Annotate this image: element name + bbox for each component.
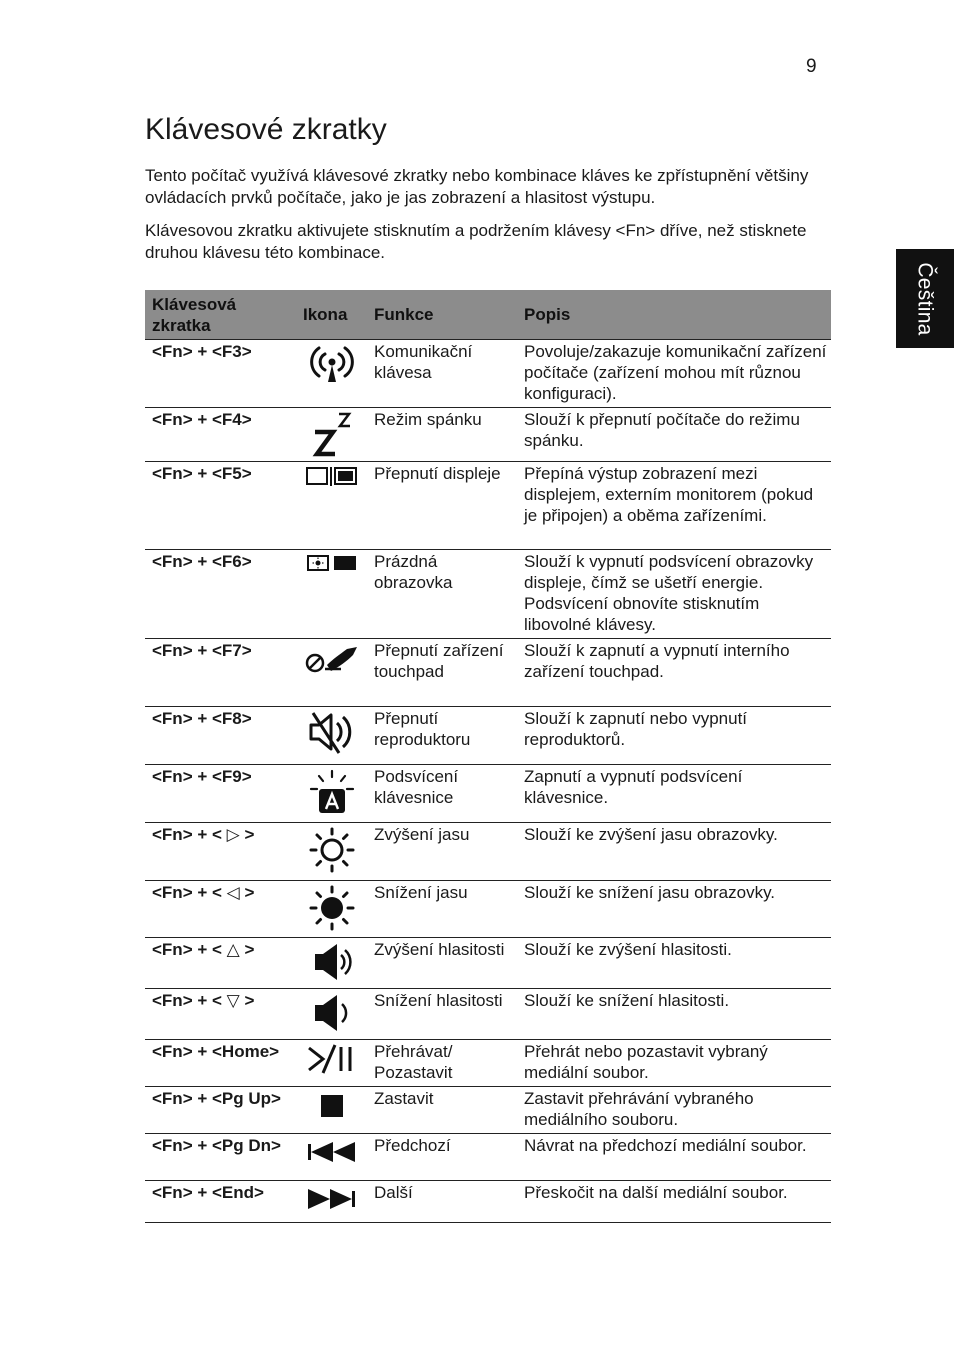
- description-cell: Slouží k zapnutí nebo vypnutí reproduktorů.: [517, 707, 831, 765]
- intro-paragraph-2: Klávesovou zkratku aktivujete stisknutím a podržením klávesy <Fn> dříve, než stisknete druhou klávesu této kombinace.: [145, 221, 807, 262]
- shortcut-cell: <Fn> + < △ >: [145, 938, 296, 989]
- shortcut-cell: <Fn> + < ▷ >: [145, 823, 296, 881]
- function-cell: Další: [367, 1181, 517, 1223]
- description-cell: Přeskočit na další mediální soubor.: [517, 1181, 831, 1223]
- table-row: [145, 707, 831, 765]
- function-cell: Zastavit: [367, 1087, 517, 1134]
- shortcut-cell: <Fn> + <F8>: [145, 707, 296, 765]
- previous-track-icon: [305, 1136, 359, 1166]
- description-cell: Slouží ke snížení hlasitosti.: [517, 989, 831, 1040]
- shortcut-cell: <Fn> + <End>: [145, 1181, 296, 1223]
- function-cell: Zvýšení jasu: [367, 823, 517, 881]
- shortcut-cell: <Fn> + <F9>: [145, 765, 296, 823]
- shortcut-cell: <Fn> + < ◁ >: [145, 881, 296, 938]
- function-cell: Přehrávat/ Pozastavit: [367, 1040, 517, 1087]
- function-cell: Snížení jasu: [367, 881, 517, 938]
- description-cell: Slouží k zapnutí a vypnutí interního zařízení touchpad.: [517, 639, 831, 707]
- function-cell: Přepnutí reproduktoru: [367, 707, 517, 765]
- volume-up-icon: [309, 940, 355, 984]
- shortcut-table: [145, 290, 831, 1223]
- table-row: [145, 408, 831, 462]
- page-title: Klávesové zkratky: [145, 113, 387, 146]
- description-cell: Slouží ke zvýšení jasu obrazovky.: [517, 823, 831, 881]
- table-row: [145, 1134, 831, 1181]
- description-cell: Návrat na předchozí mediální soubor.: [517, 1134, 831, 1181]
- display-toggle-icon: [304, 464, 360, 490]
- description-cell: Přepíná výstup zobrazení mezi displejem, externím monitorem (pokud je připojen) a oběma zařízeními.: [517, 462, 831, 550]
- brightness-down-icon: [307, 883, 357, 933]
- shortcut-cell: <Fn> + <F7>: [145, 639, 296, 707]
- language-tab-label: Čeština: [914, 261, 937, 336]
- header-shortcut: Klávesová zkratka: [145, 290, 296, 340]
- next-track-icon: [305, 1183, 359, 1213]
- stop-icon: [317, 1089, 347, 1119]
- play-pause-icon: [305, 1042, 359, 1076]
- table-row: [145, 1181, 831, 1223]
- description-cell: Slouží ke zvýšení hlasitosti.: [517, 938, 831, 989]
- function-cell: Režim spánku: [367, 408, 517, 462]
- keyboard-backlight-icon: [305, 767, 359, 817]
- description-cell: Zapnutí a vypnutí podsvícení klávesnice.: [517, 765, 831, 823]
- wireless-antenna-icon: [304, 342, 360, 386]
- description-cell: Zastavit přehrávání vybraného mediálního souboru.: [517, 1087, 831, 1134]
- function-cell: Předchozí: [367, 1134, 517, 1181]
- shortcut-cell: <Fn> + <Pg Up>: [145, 1087, 296, 1134]
- header-icon: Ikona: [296, 290, 367, 340]
- table-row: [145, 1040, 831, 1087]
- table-row: [145, 989, 831, 1040]
- table-row: [145, 765, 831, 823]
- intro-paragraph-1: Tento počítač využívá klávesové zkratky nebo kombinace kláves ke zpřístupnění většiny ovládacích prvků počítače, jako je jas zobrazení a hlasitost výstupu.: [145, 166, 809, 207]
- function-cell: Podsvícení klávesnice: [367, 765, 517, 823]
- header-description: Popis: [517, 290, 831, 340]
- brightness-up-icon: [307, 825, 357, 875]
- table-row: [145, 462, 831, 550]
- header-function: Funkce: [367, 290, 517, 340]
- shortcut-cell: <Fn> + <F3>: [145, 340, 296, 408]
- blank-screen-icon: [304, 552, 360, 574]
- speaker-mute-icon: [305, 709, 359, 755]
- description-cell: Slouží ke snížení jasu obrazovky.: [517, 881, 831, 938]
- shortcut-cell: <Fn> + <Home>: [145, 1040, 296, 1087]
- function-cell: Komunikační klávesa: [367, 340, 517, 408]
- table-row: [145, 550, 831, 639]
- shortcut-cell: <Fn> + <Pg Dn>: [145, 1134, 296, 1181]
- description-cell: Povoluje/zakazuje komunikační zařízení počítače (zařízení mohou mít různou konfiguraci).: [517, 340, 831, 408]
- table-row: [145, 639, 831, 707]
- function-cell: Přepnutí zařízení touchpad: [367, 639, 517, 707]
- table-row: [145, 823, 831, 881]
- table-row: [145, 881, 831, 938]
- table-row: [145, 938, 831, 989]
- function-cell: Zvýšení hlasitosti: [367, 938, 517, 989]
- shortcut-cell: <Fn> + < ▽ >: [145, 989, 296, 1040]
- description-cell: Slouží k přepnutí počítače do režimu spánku.: [517, 408, 831, 462]
- function-cell: Přepnutí displeje: [367, 462, 517, 550]
- description-cell: Slouží k vypnutí podsvícení obrazovky displeje, čímž se ušetří energie. Podsvícení obnovíte stisknutím libovolné klávesy.: [517, 550, 831, 639]
- volume-down-icon: [309, 991, 355, 1035]
- page-number: 9: [806, 56, 817, 77]
- language-tab: [896, 249, 954, 348]
- table-header-row: [145, 290, 831, 340]
- sleep-zz-icon: [307, 410, 357, 458]
- table-row: [145, 1087, 831, 1134]
- function-cell: Snížení hlasitosti: [367, 989, 517, 1040]
- function-cell: Prázdná obrazovka: [367, 550, 517, 639]
- touchpad-toggle-icon: [303, 641, 361, 679]
- shortcut-cell: <Fn> + <F5>: [145, 462, 296, 550]
- shortcut-cell: <Fn> + <F6>: [145, 550, 296, 639]
- table-row: [145, 340, 831, 408]
- description-cell: Přehrát nebo pozastavit vybraný mediální soubor.: [517, 1040, 831, 1087]
- shortcut-cell: <Fn> + <F4>: [145, 408, 296, 462]
